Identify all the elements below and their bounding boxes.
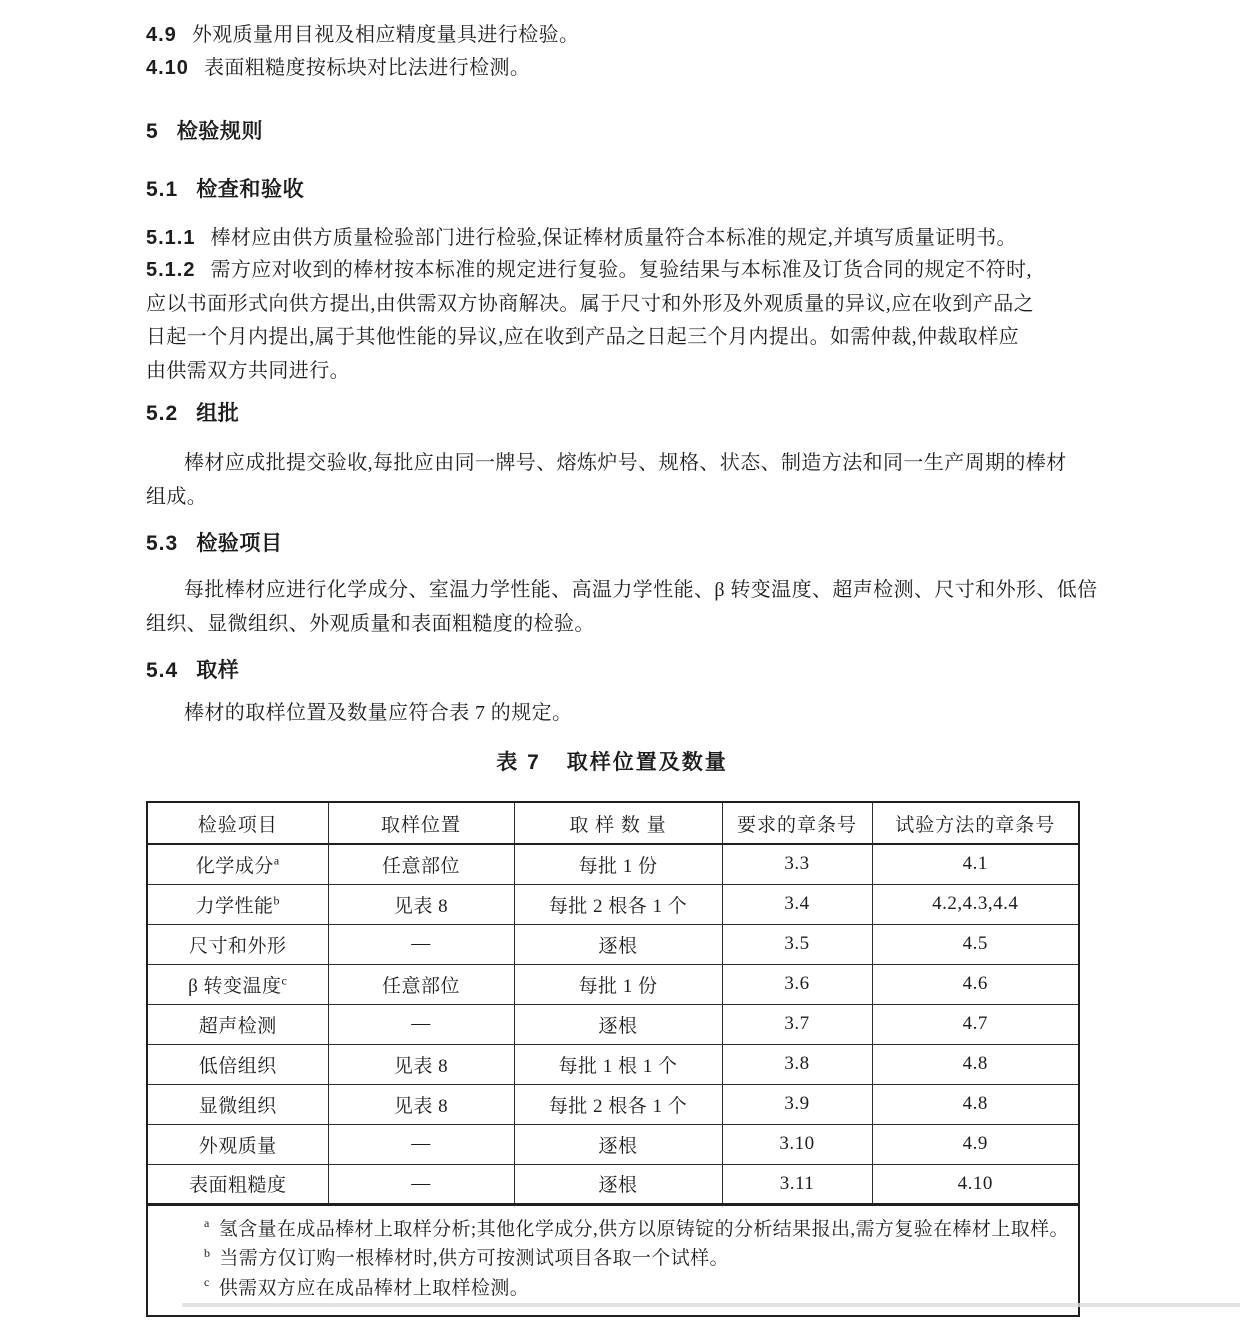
table-cell: —: [328, 1124, 514, 1164]
clause-5-1-1: [146, 222, 1017, 256]
paragraph-5-3: [146, 574, 1098, 641]
footnote-marker: c: [281, 973, 288, 988]
table-footnote-row: [147, 1204, 1079, 1316]
footnote-marker: b: [273, 893, 280, 908]
table-footnote: [204, 1215, 1068, 1245]
table-cell: 每批 2 根各 1 个: [514, 1084, 722, 1124]
clause-number: 5.1.1: [146, 227, 196, 249]
table-cell-item: 显微组织: [147, 1084, 328, 1124]
table-cell: 4.8: [872, 1044, 1079, 1084]
footnote-marker: b: [204, 1245, 211, 1260]
footnote-text: 当需方仅订购一根棒材时,供方可按测试项目各取一个试样。: [219, 1248, 729, 1269]
heading-number: 5.1: [146, 178, 179, 201]
clause-number: 5.1.2: [146, 259, 196, 281]
table-cell: 每批 1 根 1 个: [514, 1044, 722, 1084]
column-header: 要求的章条号: [722, 802, 872, 844]
clause-text: 棒材应由供方质量检验部门进行检验,保证棒材质量符合本标准的规定,并填写质量证明书。: [210, 227, 1017, 249]
column-header: 试验方法的章条号: [872, 802, 1079, 844]
heading-number: 5.2: [146, 402, 179, 425]
table-cell: 每批 1 份: [514, 844, 722, 884]
table-cell-item: 表面粗糙度: [147, 1164, 328, 1204]
paragraph-5-4: [146, 697, 572, 731]
clause-text: 需方应对收到的棒材按本标准的规定进行复验。复验结果与本标准及订货合同的规定不符时,: [210, 259, 1032, 281]
section-heading-5-1: [146, 175, 304, 205]
sampling-table: [146, 801, 1080, 1317]
paragraph-line: 组织、显微组织、外观质量和表面粗糙度的检验。: [146, 612, 595, 635]
heading-title: 组批: [196, 402, 240, 425]
table-cell: 3.9: [722, 1084, 872, 1124]
column-header: 取样位置: [328, 802, 514, 844]
table-cell: 3.4: [722, 884, 872, 924]
table-cell: 3.5: [722, 924, 872, 964]
paragraph-line: [146, 254, 1034, 288]
footnote-marker: c: [204, 1275, 210, 1290]
table-row: [147, 1084, 1079, 1124]
heading-title: 检查和验收: [196, 178, 305, 201]
table-cell: 4.6: [872, 964, 1079, 1004]
paragraph-line: 组成。: [146, 485, 208, 508]
clause-4-9: [146, 19, 579, 53]
table-cell: 逐根: [514, 1164, 722, 1204]
table-footnotes: [147, 1204, 1079, 1316]
table-cell: 4.2,4.3,4.4: [872, 884, 1079, 924]
table-cell-item: 尺寸和外形: [147, 924, 328, 964]
scan-shadow: [182, 1303, 1240, 1307]
table-row: [147, 1124, 1079, 1164]
paragraph-5-2: [146, 447, 1067, 514]
table-cell-item: 超声检测: [147, 1004, 328, 1044]
heading-title: 取样: [196, 659, 240, 682]
paragraph-line: 每批棒材应进行化学成分、室温力学性能、高温力学性能、β 转变温度、超声检测、尺寸和外形、低倍: [184, 579, 1098, 601]
section-heading-5-2: [146, 399, 239, 429]
table-row: [147, 1044, 1079, 1084]
table-cell-item: 低倍组织: [147, 1044, 328, 1084]
clause-4-10: [146, 52, 530, 86]
table-caption: [146, 748, 1078, 778]
footnote-marker: a: [273, 853, 280, 868]
table-footnote: [204, 1274, 1068, 1304]
table-footnote: [204, 1244, 1068, 1274]
footnote-text: 氢含量在成品棒材上取样分析;其他化学成分,供方以原铸锭的分析结果报出,需方复验在棒材上取样。: [218, 1218, 1069, 1240]
table-cell: —: [328, 924, 514, 964]
heading-title: 检验项目: [196, 532, 283, 555]
table-header-row: [147, 802, 1079, 844]
table-cell: 见表 8: [328, 1044, 514, 1084]
table-cell-item: 化学成分$^a$: [147, 844, 328, 884]
table-cell-item: β 转变温度$^c$: [147, 964, 328, 1004]
table-cell: 4.9: [872, 1124, 1079, 1164]
paragraph-line: 棒材的取样位置及数量应符合表 7 的规定。: [184, 702, 573, 724]
table-cell: 3.10: [722, 1124, 872, 1164]
clause-number: 4.9: [146, 24, 177, 46]
table-cell: 逐根: [514, 924, 722, 964]
table-row: [147, 844, 1079, 884]
table-cell: 3.3: [722, 844, 872, 884]
footnote-marker: a: [204, 1216, 210, 1231]
section-heading-5-4: [146, 656, 239, 686]
table-caption-label: 表 7: [496, 751, 541, 774]
table-cell: 每批 2 根各 1 个: [514, 884, 722, 924]
clause-text: 表面粗糙度按标块对比法进行检测。: [203, 57, 531, 79]
table-cell: 任意部位: [328, 964, 514, 1004]
heading-title: 检验规则: [176, 120, 264, 143]
heading-number: 5.4: [146, 659, 179, 682]
table-row: [147, 924, 1079, 964]
table-cell: 4.7: [872, 1004, 1079, 1044]
table-row: [147, 884, 1079, 924]
footnote-text: 供需双方应在成品棒材上取样检测。: [218, 1277, 530, 1299]
table-cell: 每批 1 份: [514, 964, 722, 1004]
table-cell: 逐根: [514, 1004, 722, 1044]
table-cell: 见表 8: [328, 884, 514, 924]
table-row: [147, 964, 1079, 1004]
table-cell: 逐根: [514, 1124, 722, 1164]
table-cell-item: 外观质量: [147, 1124, 328, 1164]
table-cell: 3.6: [722, 964, 872, 1004]
paragraph-line: 应以书面形式向供方提出,由供需双方协商解决。属于尺寸和外形及外观质量的异议,应在收到产品之: [146, 292, 1034, 315]
table-cell: —: [328, 1164, 514, 1204]
clause-text: 外观质量用目视及相应精度量具进行检验。: [191, 24, 580, 46]
table-cell: 4.8: [872, 1084, 1079, 1124]
column-header: 检验项目: [147, 802, 328, 844]
heading-number: 5: [146, 120, 159, 143]
section-heading-5-3: [146, 529, 283, 559]
table-row: [147, 1004, 1079, 1044]
table-cell: 见表 8: [328, 1084, 514, 1124]
table-row: [147, 1164, 1079, 1204]
paragraph-line: 日起一个月内提出,属于其他性能的异议,应在收到产品之日起三个月内提出。如需仲裁,仲裁取样应: [146, 326, 1019, 348]
table-cell: 4.5: [872, 924, 1079, 964]
table-cell: 3.8: [722, 1044, 872, 1084]
table-cell: 3.11: [722, 1164, 872, 1204]
paragraph-line: 棒材应成批提交验收,每批应由同一牌号、熔炼炉号、规格、状态、制造方法和同一生产周期的棒材: [184, 452, 1067, 474]
heading-number: 5.3: [146, 532, 179, 555]
column-header: 取 样 数 量: [514, 802, 722, 844]
section-heading-5: [146, 117, 263, 147]
table-caption-title: 取样位置及数量: [566, 751, 728, 774]
table-cell: 3.7: [722, 1004, 872, 1044]
table-cell: 4.1: [872, 844, 1079, 884]
table-cell: 任意部位: [328, 844, 514, 884]
table-cell: 4.10: [872, 1164, 1079, 1204]
table-cell-item: 力学性能$^b$: [147, 884, 328, 924]
paragraph-line: 由供需双方共同进行。: [146, 359, 350, 382]
table-cell: —: [328, 1004, 514, 1044]
clause-5-1-2: [146, 254, 1034, 388]
clause-number: 4.10: [146, 57, 189, 79]
